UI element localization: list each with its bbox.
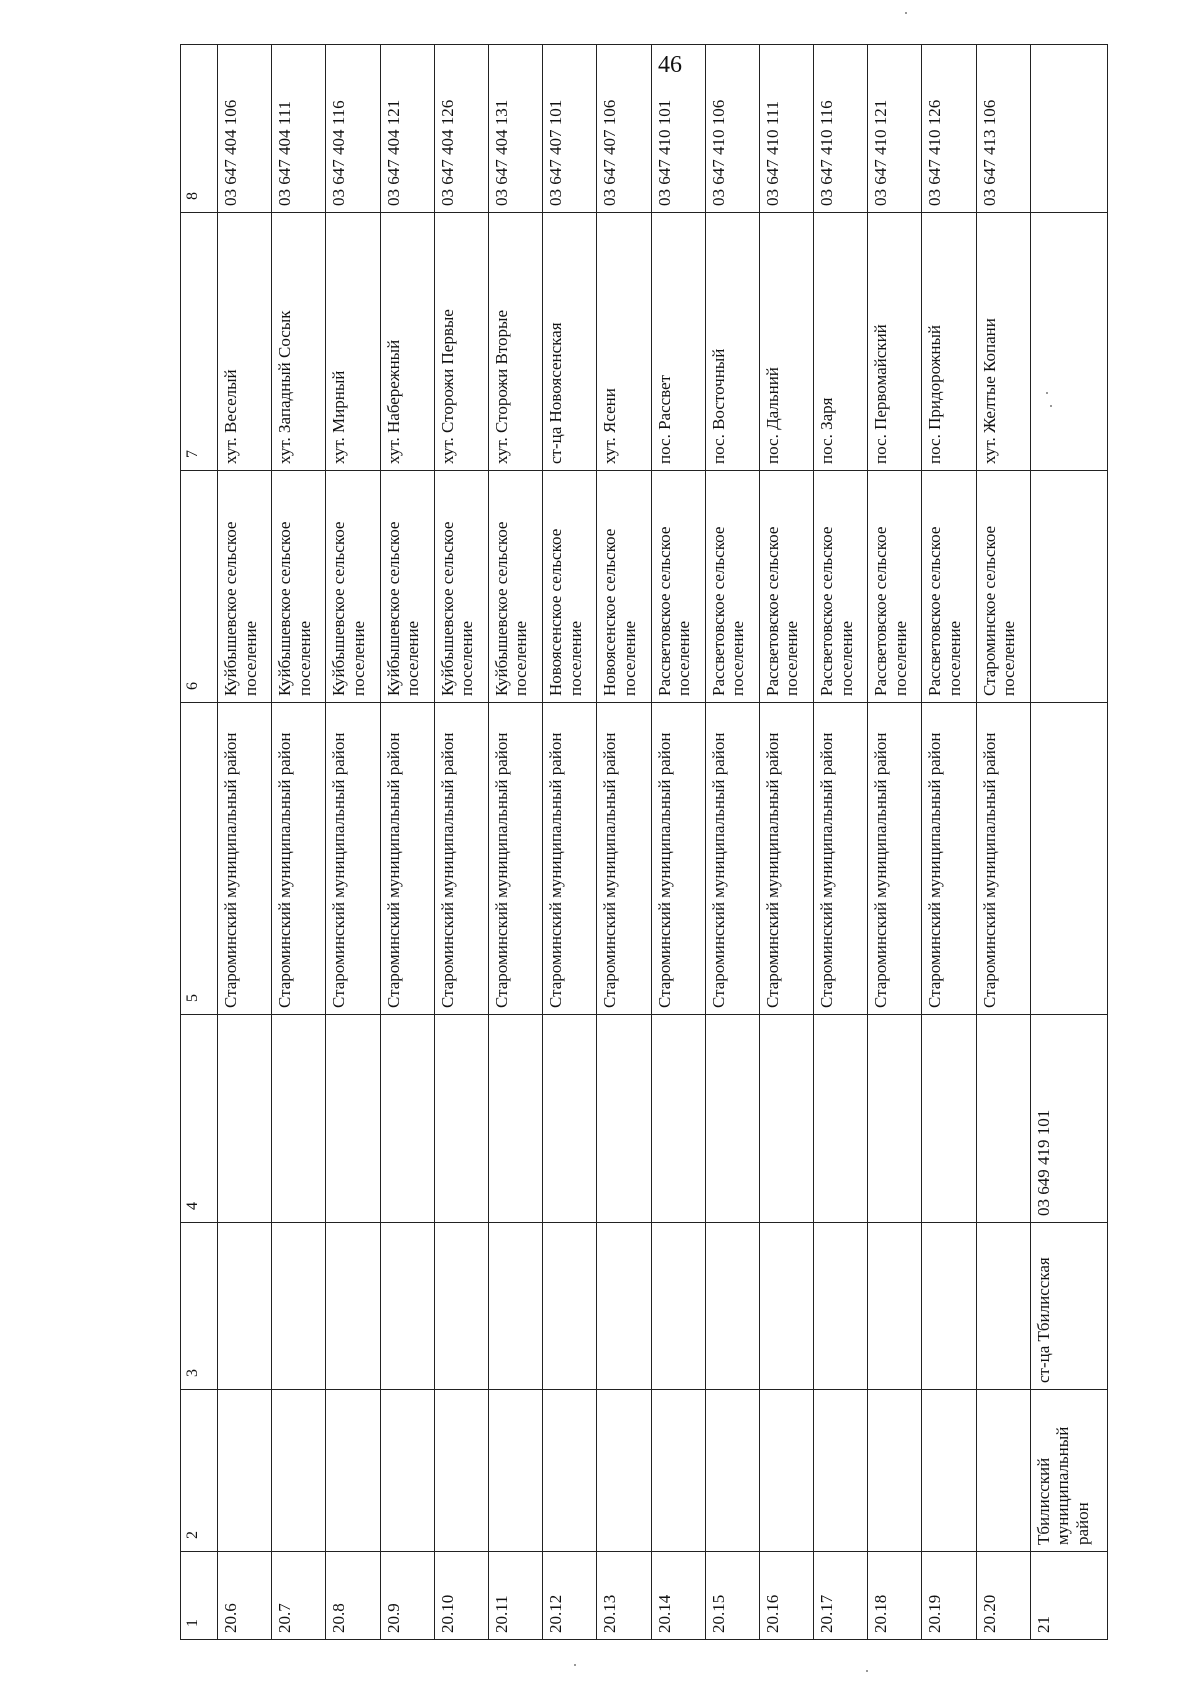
table-cell-c5: Староминский муниципальный район [326,703,380,1015]
table-cell-c7: пос. Рассвет [651,213,705,471]
table-cell-c6: Рассветовское сельское поселение [868,471,922,703]
table-cell-c3 [814,1223,868,1390]
table-cell-c1: 20.17 [814,1552,868,1640]
table-cell-c2 [272,1390,326,1552]
table-cell-c4 [597,1015,651,1223]
table-cell-c2 [976,1390,1030,1552]
table-cell-c2 [488,1390,542,1552]
table-cell-c2 [651,1390,705,1552]
table-row [597,45,651,1640]
table-cell-c5: Староминский муниципальный район [434,703,488,1015]
table-cell-c2 [380,1390,434,1552]
table-cell-c4 [976,1015,1030,1223]
table-cell-c2 [434,1390,488,1552]
header-cell-3: 3 [181,1223,218,1390]
table-cell-c6: Рассветовское сельское поселение [814,471,868,703]
table-cell-c5: Староминский муниципальный район [814,703,868,1015]
table-cell-c7: хут. Веселый [218,213,272,471]
table-cell-c8: 03 647 404 106 [218,45,272,213]
table-cell-c5: Староминский муниципальный район [597,703,651,1015]
table-cell-c1: 20.7 [272,1552,326,1640]
settlements-table [180,44,1108,1640]
table-cell-c4 [272,1015,326,1223]
table-cell-c5 [1030,703,1107,1015]
table-cell-c2 [759,1390,813,1552]
table-cell-c8: 03 647 413 106 [976,45,1030,213]
table-cell-c7: хут. Мирный [326,213,380,471]
table-cell-c1: 20.13 [597,1552,651,1640]
table-cell-c3 [488,1223,542,1390]
table-cell-c4 [651,1015,705,1223]
table-cell-c4 [814,1015,868,1223]
table-cell-c8: 03 647 404 126 [434,45,488,213]
table-cell-c6: Рассветовское сельское поселение [759,471,813,703]
scan-speck [866,1670,868,1672]
table-cell-c1: 20.14 [651,1552,705,1640]
table-row [705,45,759,1640]
table-row [759,45,813,1640]
table-cell-c5: Староминский муниципальный район [705,703,759,1015]
table-cell-c6: Рассветовское сельское поселение [922,471,976,703]
table-cell-c6 [1030,471,1107,703]
table-row [272,45,326,1640]
table-cell-c7: хут. Сторожи Вторые [488,213,542,471]
table-cell-c5: Староминский муниципальный район [651,703,705,1015]
rotated-table-wrapper [180,45,1108,1640]
table-cell-c7: пос. Придорожный [922,213,976,471]
table-cell-c7: пос. Восточный [705,213,759,471]
table-cell-c6: Куйбышевское сельское поселение [218,471,272,703]
table-cell-c8 [1030,45,1107,213]
table-cell-c6: Куйбышевское сельское поселение [434,471,488,703]
table-cell-c8: 03 647 404 131 [488,45,542,213]
table-cell-c1: 20.10 [434,1552,488,1640]
table-row [976,45,1030,1640]
table-cell-c6: Староминское сельское поселение [976,471,1030,703]
header-row [181,45,218,1640]
header-cell-8: 8 [181,45,218,213]
table-cell-c8: 03 647 410 101 [651,45,705,213]
table-cell-c6: Куйбышевское сельское поселение [488,471,542,703]
table-cell-c4 [434,1015,488,1223]
table-cell-c7: ст-ца Новоясенская [543,213,597,471]
table-cell-c8: 03 647 410 121 [868,45,922,213]
table-cell-c3 [380,1223,434,1390]
table-cell-c7: пос. Первомайский [868,213,922,471]
table-cell-c1: 20.6 [218,1552,272,1640]
table-cell-c5: Староминский муниципальный район [976,703,1030,1015]
table-cell-c1: 20.9 [380,1552,434,1640]
table-cell-c4 [218,1015,272,1223]
table-cell-c4 [759,1015,813,1223]
table-cell-c4 [543,1015,597,1223]
table-cell-c8: 03 647 404 111 [272,45,326,213]
table-cell-c4: 03 649 419 101 [1030,1015,1107,1223]
table-cell-c1: 20.12 [543,1552,597,1640]
table-cell-c1: 20.16 [759,1552,813,1640]
table-row [868,45,922,1640]
page-number: 46 [658,52,682,78]
table-cell-c5: Староминский муниципальный район [922,703,976,1015]
table-cell-c6: Новоясенское сельское поселение [597,471,651,703]
table-cell-c1: 20.8 [326,1552,380,1640]
table-cell-c4 [488,1015,542,1223]
table-cell-c5: Староминский муниципальный район [272,703,326,1015]
scan-speck [905,12,907,14]
table-cell-c7: хут. Западный Сосык [272,213,326,471]
table-cell-c2 [543,1390,597,1552]
table-cell-c8: 03 647 410 111 [759,45,813,213]
table-cell-c4 [380,1015,434,1223]
table-cell-c3 [326,1223,380,1390]
table-cell-c5: Староминский муниципальный район [868,703,922,1015]
scan-speck [574,1664,576,1666]
table-cell-c7: пос. Дальний [759,213,813,471]
table-cell-c3 [543,1223,597,1390]
table-cell-c3 [759,1223,813,1390]
table-cell-c2 [922,1390,976,1552]
table-row [326,45,380,1640]
table-cell-c6: Куйбышевское сельское поселение [272,471,326,703]
table-cell-c1: 21 [1030,1552,1107,1640]
table-cell-c2 [868,1390,922,1552]
table-cell-c8: 03 647 407 106 [597,45,651,213]
table-cell-c7: хут. Набережный [380,213,434,471]
table-cell-c8: 03 647 410 126 [922,45,976,213]
table-cell-c7: хут. Желтые Копани [976,213,1030,471]
table-cell-c4 [705,1015,759,1223]
table-cell-c8: 03 647 407 101 [543,45,597,213]
table-cell-c5: Староминский муниципальный район [380,703,434,1015]
table-cell-c8: 03 647 410 106 [705,45,759,213]
table-cell-c5: Староминский муниципальный район [488,703,542,1015]
header-cell-6: 6 [181,471,218,703]
table-cell-c1: 20.19 [922,1552,976,1640]
table-cell-c6: Рассветовское сельское поселение [705,471,759,703]
table-row [651,45,705,1640]
table-cell-c4 [868,1015,922,1223]
table-cell-c3: ст-ца Тбилисская [1030,1223,1107,1390]
table-cell-c7: пос. Заря [814,213,868,471]
table-cell-c2 [326,1390,380,1552]
header-cell-1: 1 [181,1552,218,1640]
table-cell-c1: 20.15 [705,1552,759,1640]
table-cell-c7: хут. Сторожи Первые [434,213,488,471]
table-cell-c8: 03 647 404 121 [380,45,434,213]
header-cell-2: 2 [181,1390,218,1552]
table-cell-c6: Новоясенское сельское поселение [543,471,597,703]
header-cell-7: 7 [181,213,218,471]
table-cell-c3 [651,1223,705,1390]
table-row [1030,45,1107,1640]
table-cell-c5: Староминский муниципальный район [218,703,272,1015]
table-row [922,45,976,1640]
table-cell-c6: Куйбышевское сельское поселение [380,471,434,703]
table-row [218,45,272,1640]
table-cell-c3 [434,1223,488,1390]
table-cell-c7: хут. Ясени [597,213,651,471]
header-cell-5: 5 [181,703,218,1015]
table-cell-c4 [922,1015,976,1223]
scan-speck [1046,392,1048,394]
table-cell-c6: Куйбышевское сельское поселение [326,471,380,703]
table-cell-c8: 03 647 410 116 [814,45,868,213]
table-cell-c2 [597,1390,651,1552]
table-cell-c5: Староминский муниципальный район [759,703,813,1015]
table-cell-c2 [705,1390,759,1552]
header-cell-4: 4 [181,1015,218,1223]
table-row [380,45,434,1640]
table-row [814,45,868,1640]
table-row [543,45,597,1640]
table-row [488,45,542,1640]
table-cell-c1: 20.18 [868,1552,922,1640]
table-cell-c6: Рассветовское сельское поселение [651,471,705,703]
table-cell-c3 [597,1223,651,1390]
table-cell-c3 [922,1223,976,1390]
table-cell-c3 [218,1223,272,1390]
table-cell-c4 [326,1015,380,1223]
table-cell-c2 [814,1390,868,1552]
table-cell-c7 [1030,213,1107,471]
table-row [434,45,488,1640]
table-cell-c3 [272,1223,326,1390]
table-cell-c3 [976,1223,1030,1390]
table-cell-c3 [868,1223,922,1390]
table-cell-c2: Тбилисский муниципальный район [1030,1390,1107,1552]
scan-speck [1050,405,1052,407]
table-cell-c5: Староминский муниципальный район [543,703,597,1015]
table-cell-c2 [218,1390,272,1552]
table-cell-c1: 20.20 [976,1552,1030,1640]
table-cell-c1: 20.11 [488,1552,542,1640]
table-cell-c8: 03 647 404 116 [326,45,380,213]
table-cell-c3 [705,1223,759,1390]
